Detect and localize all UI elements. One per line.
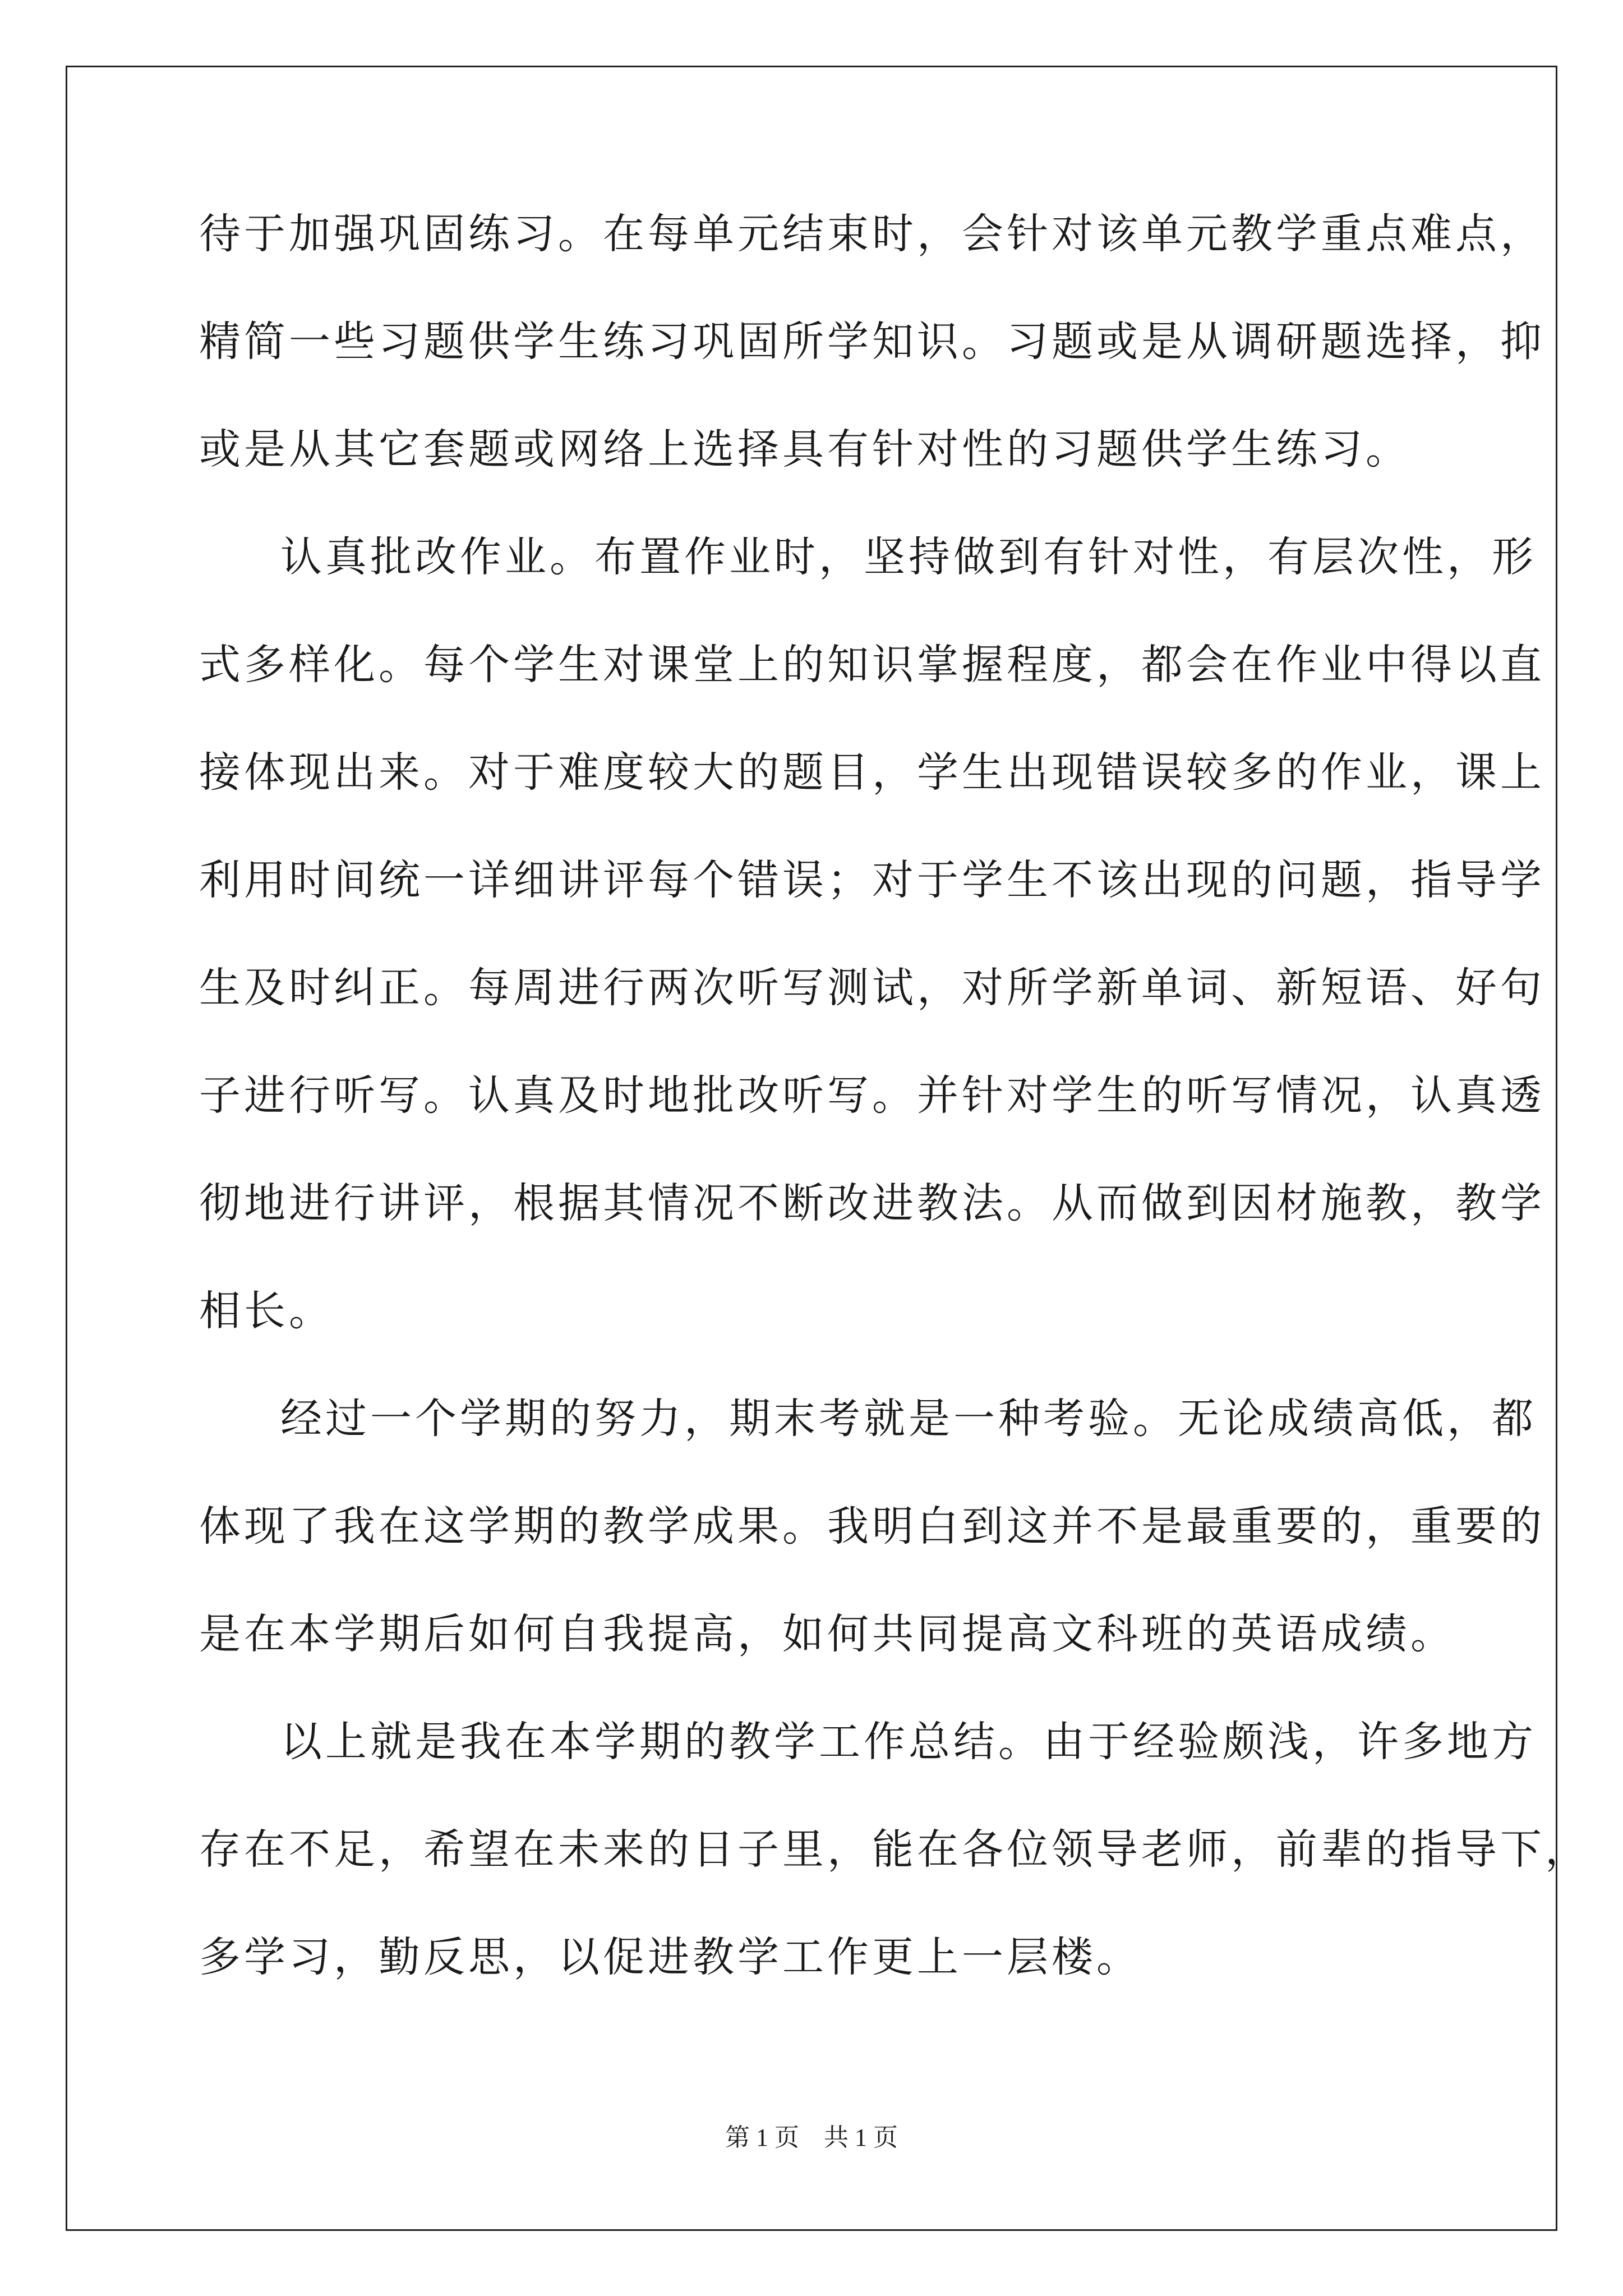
text-line: 是在本学期后如何自我提高，如何共同提高文科班的英语成绩。 (199, 1610, 1455, 1658)
text-line: 待于加强巩固练习。在每单元结束时，会针对该单元教学重点难点， (199, 210, 1545, 258)
text-line: 式多样化。每个学生对课堂上的知识掌握程度，都会在作业中得以直 (199, 641, 1545, 689)
text-line: 接体现出来。对于难度较大的题目，学生出现错误较多的作业，课上 (199, 748, 1545, 797)
text-line: 多学习，勤反思，以促进教学工作更上一层楼。 (199, 1933, 1141, 1981)
text-line: 以上就是我在本学期的教学工作总结。由于经验颇浅，许多地方 (280, 1718, 1537, 1766)
text-line: 子进行听写。认真及时地批改听写。并针对学生的听写情况，认真透 (199, 1071, 1545, 1120)
text-line: 相长。 (199, 1287, 334, 1335)
text-line: 生及时纠正。每周进行两次听写测试，对所学新单词、新短语、好句 (199, 964, 1545, 1012)
text-line: 或是从其它套题或网络上选择具有针对性的习题供学生练习。 (199, 425, 1410, 473)
text-line: 精简一些习题供学生练习巩固所学知识。习题或是从调研题选择，抑 (199, 318, 1545, 366)
text-line: 彻地进行讲评，根据其情况不断改进教法。从而做到因材施教，教学 (199, 1179, 1545, 1227)
page-number: 第 1 页 共 1 页 (725, 2124, 898, 2151)
text-line: 认真批改作业。布置作业时，坚持做到有针对性，有层次性，形 (280, 533, 1537, 581)
text-line: 体现了我在这学期的教学成果。我明白到这并不是最重要的，重要的 (199, 1502, 1545, 1550)
text-line: 经过一个学期的努力，期末考就是一种考验。无论成绩高低，都 (280, 1395, 1537, 1443)
text-line: 存在不足，希望在未来的日子里，能在各位领导老师，前辈的指导下， (199, 1825, 1590, 1874)
text-line: 利用时间统一详细讲评每个错误；对于学生不该出现的问题，指导学 (199, 856, 1545, 904)
page-border (66, 66, 1557, 2231)
